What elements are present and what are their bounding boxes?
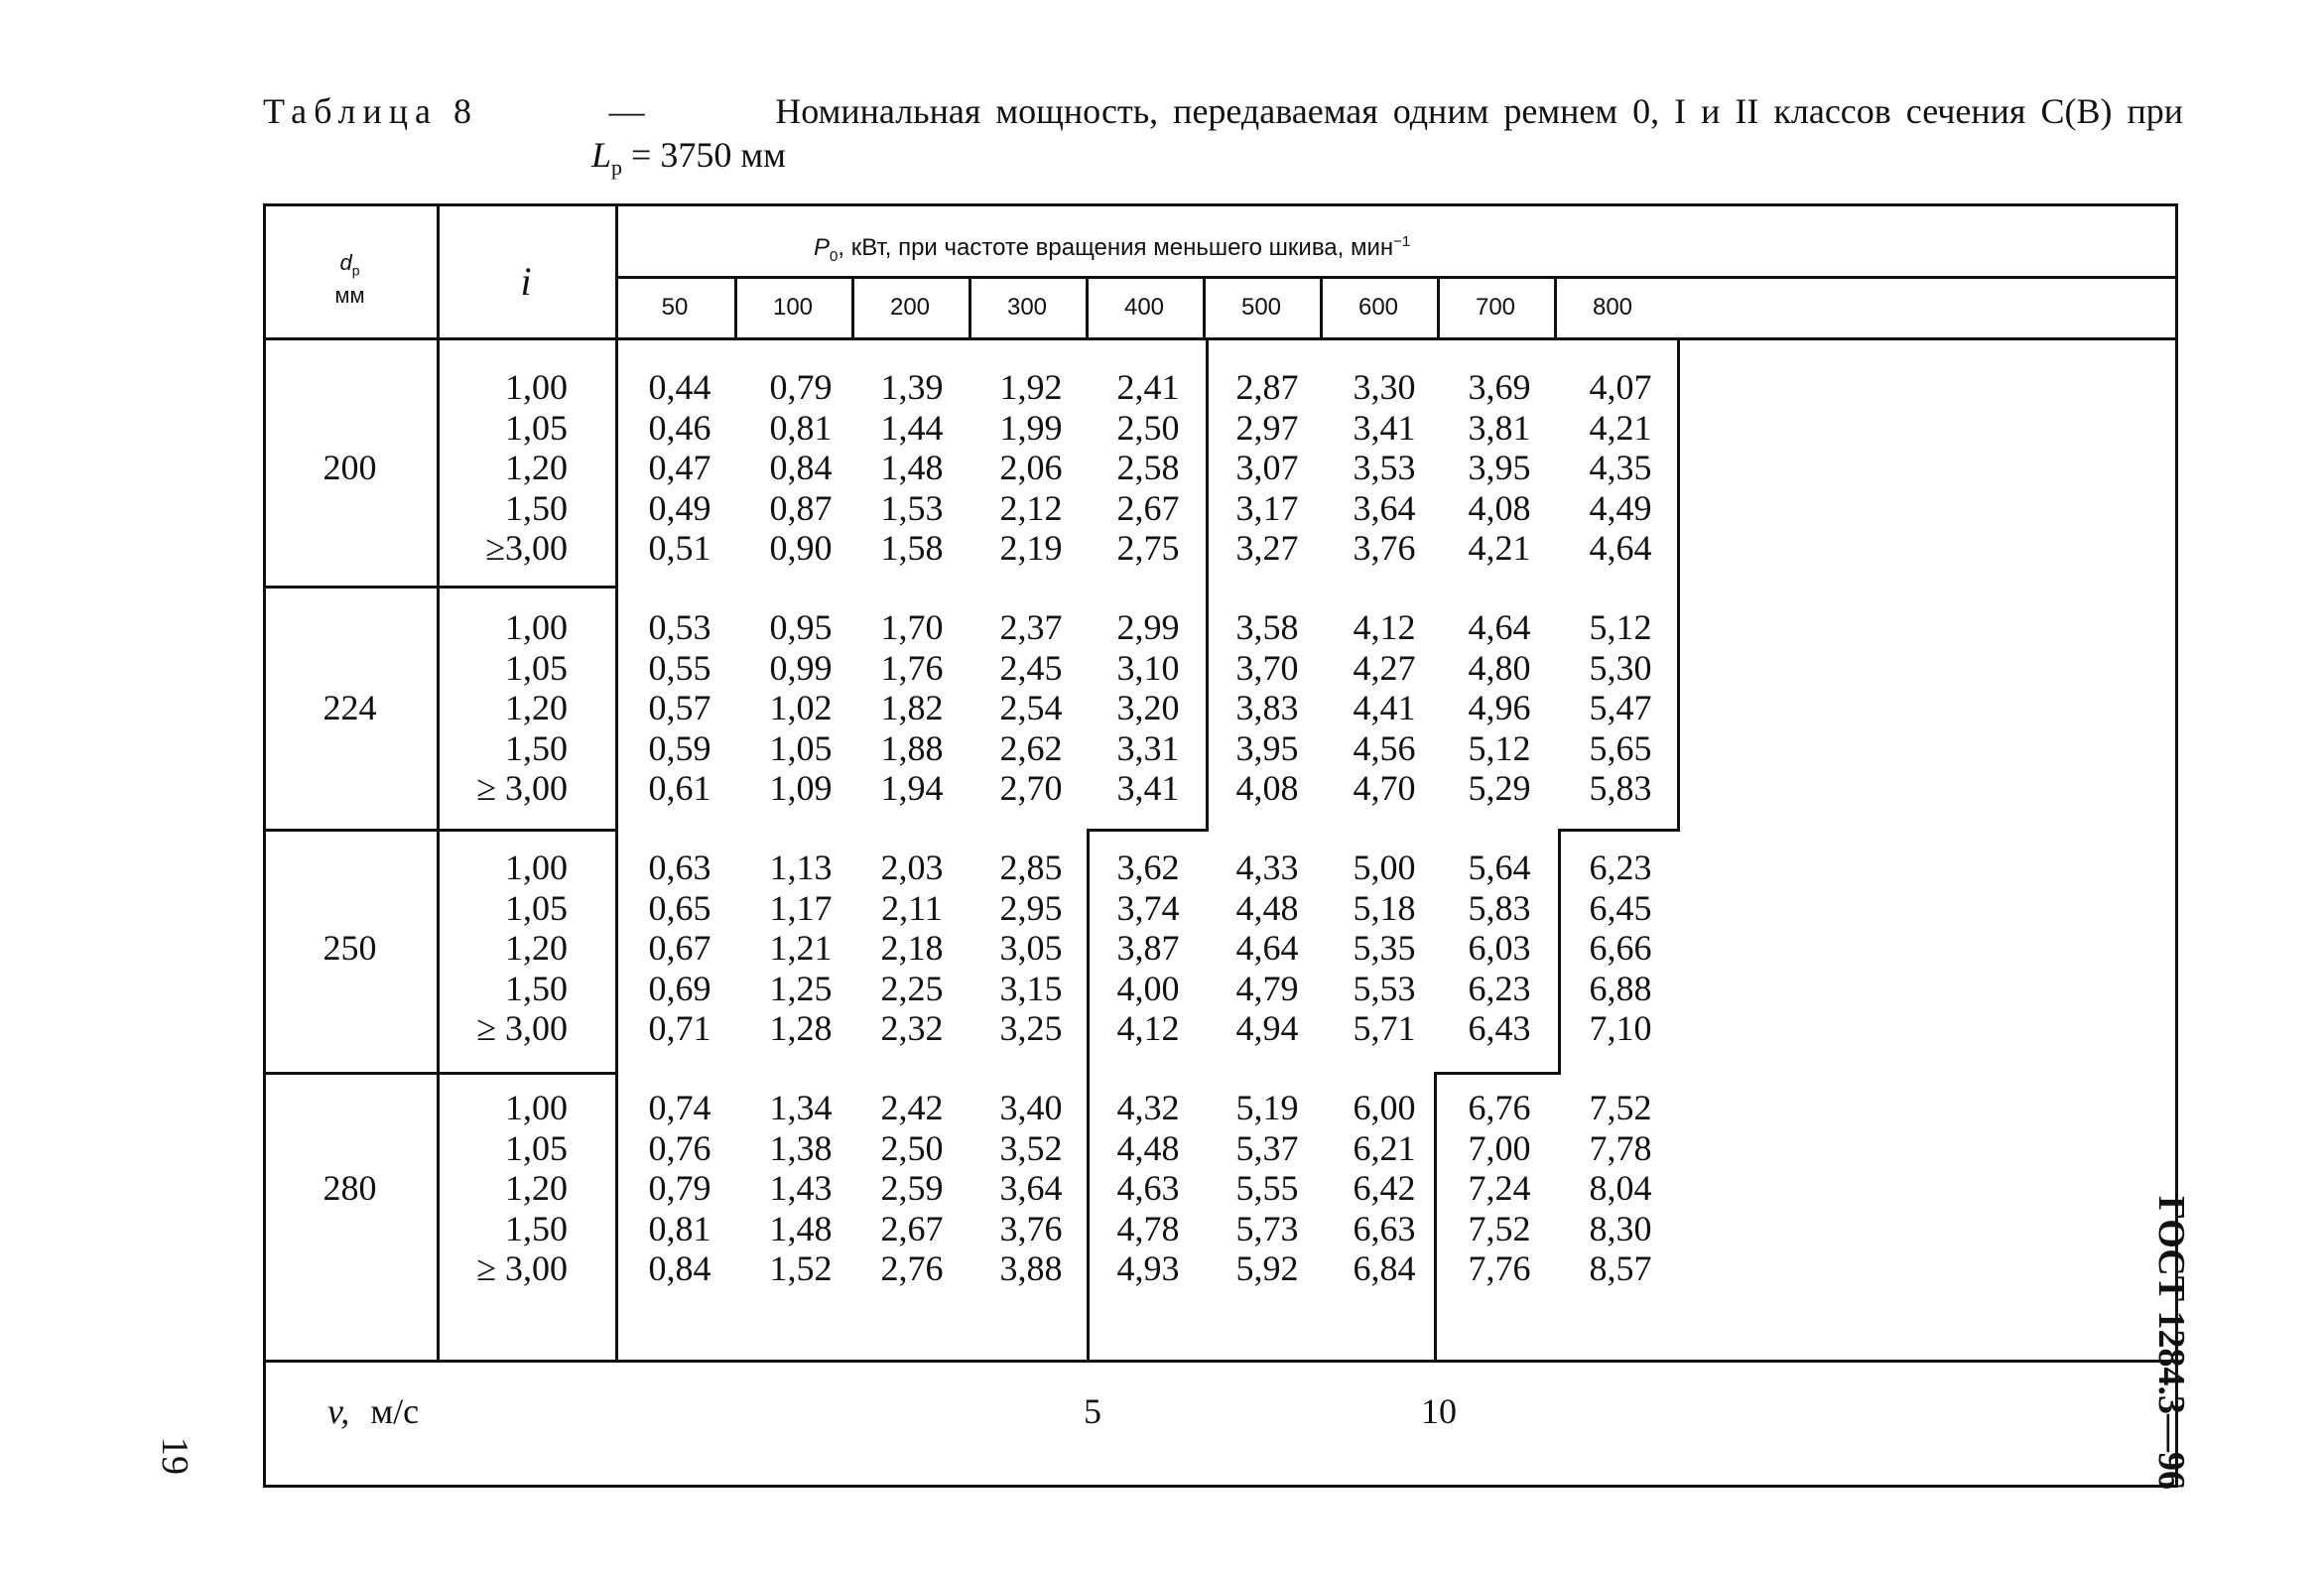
table-cell: 1,99 <box>999 407 1063 448</box>
table-cell: 1,92 <box>999 367 1063 407</box>
table-cell: 5,83 <box>1468 887 1531 928</box>
table-cell: 4,12 <box>1116 1008 1180 1048</box>
table-cell: 5,73 <box>1235 1208 1299 1248</box>
table-cell: 3,40 <box>999 1088 1063 1127</box>
table-cell: 2,25 <box>880 968 944 1008</box>
velocity-mark-10: 10 <box>1421 1391 1457 1431</box>
table-cell: 0,69 <box>648 968 711 1008</box>
p0-subscript: 0 <box>830 247 839 265</box>
table-cell: 4,41 <box>1353 688 1416 727</box>
table-cell: 3,05 <box>999 928 1063 968</box>
value-column <box>853 848 970 1049</box>
table-cell: ≥ 3,00 <box>476 1008 568 1048</box>
table-cell: 1,05 <box>505 647 568 688</box>
speed-500: 500 <box>1240 294 1282 321</box>
table-cell: 0,71 <box>648 1008 711 1048</box>
table-cell: 1,48 <box>769 1208 833 1248</box>
speed-200: 200 <box>889 294 931 321</box>
table-cell: 1,20 <box>505 448 568 487</box>
table-cell: 1,13 <box>769 848 833 887</box>
table-cell: 2,50 <box>1116 407 1180 448</box>
table-cell: 8,57 <box>1589 1248 1652 1288</box>
table-cell: 3,69 <box>1468 367 1531 407</box>
table-cell: 3,95 <box>1468 448 1531 487</box>
table-cell: 4,33 <box>1235 848 1299 887</box>
table-cell: 1,05 <box>505 1127 568 1168</box>
table-cell: 0,74 <box>648 1088 711 1127</box>
value-column <box>1090 367 1207 569</box>
table-cell: 1,38 <box>769 1127 833 1168</box>
table-cell: 3,53 <box>1353 448 1416 487</box>
table-cell: 1,70 <box>880 607 944 647</box>
i-values <box>437 367 615 569</box>
value-column <box>972 607 1090 809</box>
value-column <box>972 848 1090 1049</box>
table-cell: 5,92 <box>1235 1248 1299 1288</box>
table-cell: 0,84 <box>648 1248 711 1288</box>
i-values <box>437 848 615 1049</box>
table-cell: 5,83 <box>1589 768 1652 808</box>
value-column <box>972 367 1090 569</box>
table-cell: 3,17 <box>1235 487 1299 528</box>
velocity-symbol: v, <box>327 1391 350 1431</box>
table-cell: 2,67 <box>880 1208 944 1248</box>
length-value: = 3750 мм <box>631 135 786 175</box>
table-cell: 6,43 <box>1468 1008 1531 1048</box>
table-cell: 5,18 <box>1353 887 1416 928</box>
table-cell: 6,76 <box>1468 1088 1531 1127</box>
table-cell: 3,81 <box>1468 407 1531 448</box>
value-column <box>742 367 859 569</box>
table-cell: 4,64 <box>1589 528 1652 568</box>
header-p0 <box>814 233 1410 265</box>
velocity-label <box>327 1391 419 1432</box>
table-cell: 6,84 <box>1353 1248 1416 1288</box>
speed-50: 50 <box>661 294 689 321</box>
table-cell: 5,12 <box>1589 607 1652 647</box>
table-cell: 2,45 <box>999 647 1063 688</box>
table-cell: 1,20 <box>505 688 568 727</box>
value-column <box>1562 848 1679 1049</box>
table-cell: 3,20 <box>1116 688 1180 727</box>
table-cell: 5,29 <box>1468 768 1531 808</box>
table-cell: 4,07 <box>1589 367 1652 407</box>
speed-800: 800 <box>1592 294 1633 321</box>
table-cell: 1,20 <box>505 1168 568 1208</box>
table-cell: 0,51 <box>648 528 711 568</box>
table-cell: 4,35 <box>1589 448 1652 487</box>
value-column <box>972 1088 1090 1289</box>
table-cell: 4,27 <box>1353 647 1416 688</box>
table-cell: 7,24 <box>1468 1168 1531 1208</box>
table-cell: 6,42 <box>1353 1168 1416 1208</box>
value-column <box>1209 848 1326 1049</box>
table-cell: 7,00 <box>1468 1127 1531 1168</box>
table-cell: 2,85 <box>999 848 1063 887</box>
speed-400: 400 <box>1123 294 1165 321</box>
table-cell: 7,52 <box>1589 1088 1652 1127</box>
table-cell: 0,87 <box>769 487 833 528</box>
table-cell: 1,00 <box>505 848 568 887</box>
table-cell: 4,00 <box>1116 968 1180 1008</box>
table-cell: 2,75 <box>1116 528 1180 568</box>
value-column <box>1090 848 1207 1049</box>
table-cell: 0,53 <box>648 607 711 647</box>
table-cell: 3,15 <box>999 968 1063 1008</box>
table-cell: 1,28 <box>769 1008 833 1048</box>
table-cell: 2,62 <box>999 727 1063 768</box>
table-cell: 2,70 <box>999 768 1063 808</box>
table-cell: 3,31 <box>1116 727 1180 768</box>
table-cell: 1,50 <box>505 727 568 768</box>
value-column <box>1441 367 1558 569</box>
table-cell: 0,49 <box>648 487 711 528</box>
table-cell: 0,57 <box>648 688 711 727</box>
caption-length <box>591 133 786 190</box>
table-cell: 0,63 <box>648 848 711 887</box>
speed-700: 700 <box>1475 294 1516 321</box>
table-cell: 0,99 <box>769 647 833 688</box>
table-cell: 3,74 <box>1116 887 1180 928</box>
table-cell: 2,59 <box>880 1168 944 1208</box>
table-cell: 4,12 <box>1353 607 1416 647</box>
table-cell: 5,30 <box>1589 647 1652 688</box>
table-cell: ≥ 3,00 <box>476 1248 568 1288</box>
value-column <box>1326 607 1443 809</box>
d-unit: мм <box>334 283 365 309</box>
table-cell: 6,03 <box>1468 928 1531 968</box>
table-cell: 1,48 <box>880 448 944 487</box>
table-cell: 3,95 <box>1235 727 1299 768</box>
table-cell: 5,71 <box>1353 1008 1416 1048</box>
value-column <box>1090 607 1207 809</box>
table-cell: 1,94 <box>880 768 944 808</box>
table-cell: 6,21 <box>1353 1127 1416 1168</box>
table-label: Таблица 8 <box>263 91 478 131</box>
table-cell: 7,52 <box>1468 1208 1531 1248</box>
value-column <box>1326 1088 1443 1289</box>
table-cell: 5,35 <box>1353 928 1416 968</box>
table-cell: 2,12 <box>999 487 1063 528</box>
table-cell: 4,32 <box>1116 1088 1180 1127</box>
table-cell: 5,19 <box>1235 1088 1299 1127</box>
table-cell: 1,43 <box>769 1168 833 1208</box>
table-cell: 3,58 <box>1235 607 1299 647</box>
table-cell: 6,23 <box>1468 968 1531 1008</box>
table-cell: 0,65 <box>648 887 711 928</box>
table-cell: 1,34 <box>769 1088 833 1127</box>
table-cell: 1,05 <box>769 727 833 768</box>
value-column <box>621 607 738 809</box>
i-values <box>437 1088 615 1289</box>
table-cell: 0,46 <box>648 407 711 448</box>
table-cell: 2,19 <box>999 528 1063 568</box>
table-cell: 2,67 <box>1116 487 1180 528</box>
table-cell: 3,76 <box>999 1208 1063 1248</box>
table-cell: 1,00 <box>505 367 568 407</box>
d-value: 250 <box>323 928 377 968</box>
value-column <box>853 607 970 809</box>
table-cell: 1,76 <box>880 647 944 688</box>
table-cell: 3,62 <box>1116 848 1180 887</box>
table-cell: 3,41 <box>1353 407 1416 448</box>
table-cell: 5,55 <box>1235 1168 1299 1208</box>
table-cell: 1,52 <box>769 1248 833 1288</box>
table-cell: 3,10 <box>1116 647 1180 688</box>
velocity-unit: м/с <box>370 1391 420 1431</box>
table-cell: 0,47 <box>648 448 711 487</box>
table-cell: 3,25 <box>999 1008 1063 1048</box>
table-cell: 6,63 <box>1353 1208 1416 1248</box>
table-cell: 3,64 <box>999 1168 1063 1208</box>
table-cell: 1,50 <box>505 968 568 1008</box>
value-column <box>742 848 859 1049</box>
value-column <box>1441 607 1558 809</box>
table-cell: 0,90 <box>769 528 833 568</box>
table-cell: 0,79 <box>648 1168 711 1208</box>
table-cell: 4,21 <box>1468 528 1531 568</box>
table-cell: 1,50 <box>505 487 568 528</box>
page-number: 19 <box>154 1437 195 1475</box>
value-column <box>1326 367 1443 569</box>
table-cell: 5,47 <box>1589 688 1652 727</box>
value-column <box>1562 1088 1679 1289</box>
table-cell: 3,27 <box>1235 528 1299 568</box>
table-cell: 1,09 <box>769 768 833 808</box>
table-cell: 0,67 <box>648 928 711 968</box>
table-cell: 1,88 <box>880 727 944 768</box>
table-cell: 6,45 <box>1589 887 1652 928</box>
table-cell: 2,18 <box>880 928 944 968</box>
table-cell: 8,04 <box>1589 1168 1652 1208</box>
speed-600: 600 <box>1357 294 1399 321</box>
table-cell: 4,49 <box>1589 487 1652 528</box>
d-label: d <box>339 250 352 275</box>
caption-dash: — <box>608 91 645 131</box>
table-cell: 4,79 <box>1235 968 1299 1008</box>
value-column <box>621 848 738 1049</box>
table-cell: 5,64 <box>1468 848 1531 887</box>
table-cell: 1,17 <box>769 887 833 928</box>
table-cell: 4,63 <box>1116 1168 1180 1208</box>
table-cell: 1,39 <box>880 367 944 407</box>
table-cell: 4,21 <box>1589 407 1652 448</box>
table-cell: 5,65 <box>1589 727 1652 768</box>
table-cell: 1,50 <box>505 1208 568 1248</box>
speed-300: 300 <box>1006 294 1048 321</box>
table-cell: 4,56 <box>1353 727 1416 768</box>
table-cell: 4,64 <box>1468 607 1531 647</box>
table-cell: ≥ 3,00 <box>476 768 568 808</box>
table-cell: 3,76 <box>1353 528 1416 568</box>
table-cell: 1,25 <box>769 968 833 1008</box>
table-cell: 1,05 <box>505 887 568 928</box>
p0-label: P <box>814 234 831 261</box>
table-cell: 2,99 <box>1116 607 1180 647</box>
table-cell: 2,32 <box>880 1008 944 1048</box>
value-column <box>621 1088 738 1289</box>
table-cell: 0,44 <box>648 367 711 407</box>
table-cell: 1,58 <box>880 528 944 568</box>
table-cell: 2,58 <box>1116 448 1180 487</box>
value-column <box>853 1088 970 1289</box>
table-cell: 4,08 <box>1235 768 1299 808</box>
p0-superscript: −1 <box>1393 233 1411 250</box>
value-column <box>621 367 738 569</box>
table-cell: 1,00 <box>505 1088 568 1127</box>
table-cell: 2,87 <box>1235 367 1299 407</box>
table-cell: 2,42 <box>880 1088 944 1127</box>
table-cell: 4,78 <box>1116 1208 1180 1248</box>
table-cell: 5,53 <box>1353 968 1416 1008</box>
table-cell: 3,70 <box>1235 647 1299 688</box>
d-value: 224 <box>323 688 377 727</box>
velocity-mark-5: 5 <box>1084 1391 1101 1431</box>
value-column <box>1441 848 1558 1049</box>
table-cell: 4,93 <box>1116 1248 1180 1288</box>
length-symbol: L <box>591 135 612 175</box>
table-cell: 0,79 <box>769 367 833 407</box>
table-cell: 4,70 <box>1353 768 1416 808</box>
value-column <box>1326 848 1443 1049</box>
d-subscript: р <box>351 262 360 279</box>
table-title: Номинальная мощность, передаваемая одним ремнем 0, I и II классов сечения С(В) при <box>775 91 2183 131</box>
table-cell: 3,88 <box>999 1248 1063 1288</box>
table-cell: 2,95 <box>999 887 1063 928</box>
table-cell: 0,55 <box>648 647 711 688</box>
value-column <box>1209 367 1326 569</box>
table-cell: 0,81 <box>648 1208 711 1248</box>
p0-text: , кВт, при частоте вращения меньшего шкива, мин <box>838 234 1394 261</box>
table-cell: 0,81 <box>769 407 833 448</box>
table-cell: 2,41 <box>1116 367 1180 407</box>
table-cell: 6,00 <box>1353 1088 1416 1127</box>
table-cell: 3,52 <box>999 1127 1063 1168</box>
value-column <box>1209 1088 1326 1289</box>
table-cell: 5,12 <box>1468 727 1531 768</box>
table-cell: 1,02 <box>769 688 833 727</box>
table-cell: 1,05 <box>505 407 568 448</box>
table-cell: 1,00 <box>505 607 568 647</box>
table-cell: 4,08 <box>1468 487 1531 528</box>
table-cell: 4,48 <box>1116 1127 1180 1168</box>
standard-number: ГОСТ 1284.3—96 <box>2150 1196 2192 1491</box>
table-cell: 3,41 <box>1116 768 1180 808</box>
table-cell: 1,20 <box>505 928 568 968</box>
table-cell: 8,30 <box>1589 1208 1652 1248</box>
table-cell: 2,03 <box>880 848 944 887</box>
header-d <box>263 250 437 309</box>
table-cell: 7,78 <box>1589 1127 1652 1168</box>
table-cell: 4,64 <box>1235 928 1299 968</box>
value-column <box>742 607 859 809</box>
value-column <box>853 367 970 569</box>
table-cell: 1,53 <box>880 487 944 528</box>
table-cell: 2,54 <box>999 688 1063 727</box>
value-column <box>742 1088 859 1289</box>
table-cell: 2,37 <box>999 607 1063 647</box>
table-cell: 7,76 <box>1468 1248 1531 1288</box>
table-cell: 7,10 <box>1589 1008 1652 1048</box>
i-values <box>437 607 615 809</box>
table-cell: 3,64 <box>1353 487 1416 528</box>
table-cell: 1,44 <box>880 407 944 448</box>
value-column <box>1209 607 1326 809</box>
header-i: i <box>520 259 532 304</box>
table-cell: 2,50 <box>880 1127 944 1168</box>
table-cell: 6,23 <box>1589 848 1652 887</box>
table-cell: 0,61 <box>648 768 711 808</box>
table-cell: 3,87 <box>1116 928 1180 968</box>
table-cell: 0,59 <box>648 727 711 768</box>
table-cell: 6,66 <box>1589 928 1652 968</box>
table-cell: ≥3,00 <box>485 528 568 568</box>
d-value: 200 <box>323 448 377 487</box>
value-column <box>1562 367 1679 569</box>
table-cell: 4,80 <box>1468 647 1531 688</box>
table-cell: 3,30 <box>1353 367 1416 407</box>
table-cell: 4,94 <box>1235 1008 1299 1048</box>
table-cell: 0,84 <box>769 448 833 487</box>
length-subscript: р <box>611 155 623 181</box>
table-cell: 4,48 <box>1235 887 1299 928</box>
value-column <box>1562 607 1679 809</box>
speed-100: 100 <box>772 294 814 321</box>
table-cell: 0,76 <box>648 1127 711 1168</box>
value-column <box>1441 1088 1558 1289</box>
table-cell: 2,76 <box>880 1248 944 1288</box>
value-column <box>1090 1088 1207 1289</box>
d-value: 280 <box>323 1168 377 1208</box>
table-cell: 3,83 <box>1235 688 1299 727</box>
table-cell: 0,95 <box>769 607 833 647</box>
table-cell: 5,37 <box>1235 1127 1299 1168</box>
table-cell: 2,06 <box>999 448 1063 487</box>
table-caption <box>263 89 2183 133</box>
table-cell: 5,00 <box>1353 848 1416 887</box>
table-cell: 3,07 <box>1235 448 1299 487</box>
table-cell: 4,96 <box>1468 688 1531 727</box>
table-cell: 1,21 <box>769 928 833 968</box>
table-cell: 6,88 <box>1589 968 1652 1008</box>
table-cell: 2,97 <box>1235 407 1299 448</box>
table-cell: 2,11 <box>881 887 943 928</box>
table-cell: 1,82 <box>880 688 944 727</box>
